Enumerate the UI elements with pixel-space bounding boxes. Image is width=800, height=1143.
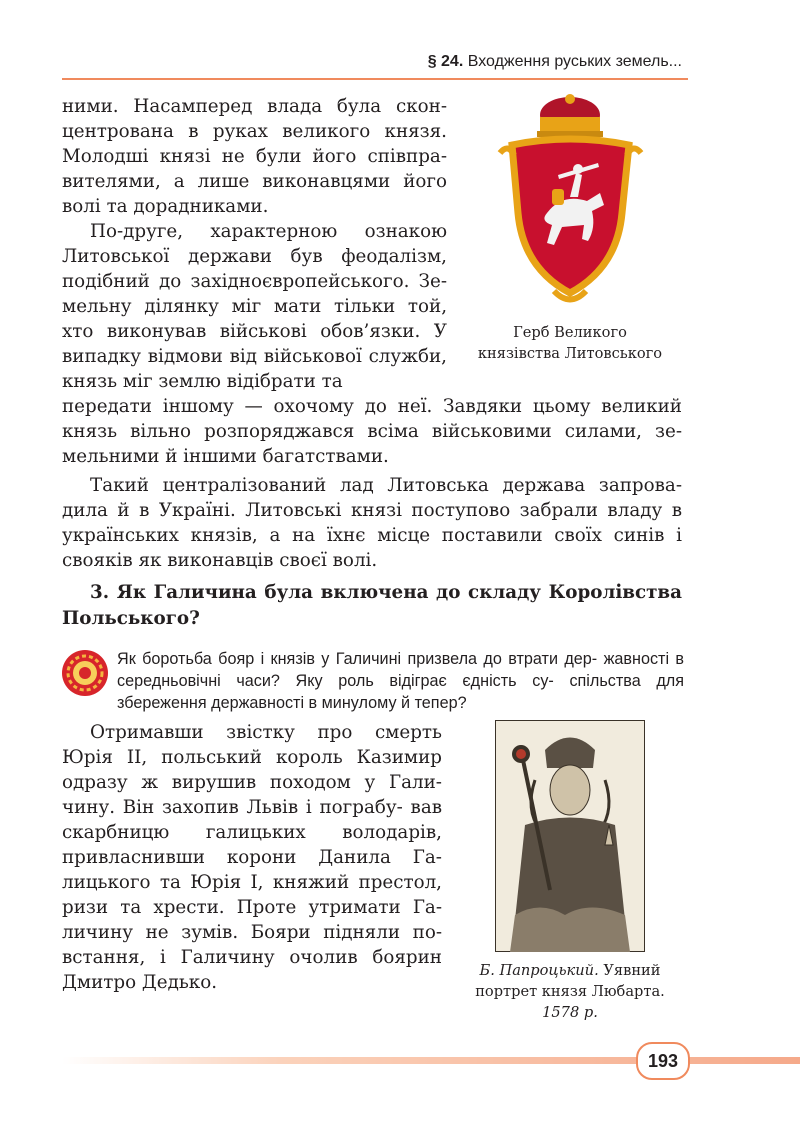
text-line: личину не зумів. Бояри підняли по- xyxy=(62,922,442,943)
text-line: дила й в Україні. Литовські князі поступово забрали владу xyxy=(62,500,663,521)
text-line: свояків як виконавців своєї волі. xyxy=(62,550,378,571)
text-line: ними. Насамперед влада була скон- xyxy=(62,96,447,117)
caption-text: Уявний xyxy=(598,962,661,979)
question-line: Як боротьба бояр і князів у Галичині призвела до втрати дер- xyxy=(117,650,598,668)
page-number: 193 xyxy=(636,1042,690,1080)
portrait-image xyxy=(495,720,645,952)
rosette-question-icon xyxy=(60,648,110,698)
coat-of-arms-image xyxy=(492,93,649,311)
text-line: У випадку відмови від військової xyxy=(62,321,447,367)
caption-line xyxy=(455,960,685,981)
feudalism-paragraph-continued xyxy=(62,394,682,469)
running-header xyxy=(428,53,682,71)
text-line: подібний до західноєвропейського. Зе- xyxy=(62,271,447,292)
section-number: § 24. xyxy=(427,53,464,70)
text-line: ризи та хрести. Проте утримати Га- xyxy=(62,897,442,918)
centralization-paragraph xyxy=(62,473,682,573)
caption-line: портрет князя Любарта. xyxy=(475,983,665,1000)
question-line: жавності в середньовічні часи? Яку роль відіграє єдність су- xyxy=(117,650,685,690)
heading-line: Польського? xyxy=(62,608,200,629)
text-line: По-друге, характерною ознакою xyxy=(90,221,447,242)
question-line: спільства для збереження державності в минулому й тепер? xyxy=(117,672,684,712)
heading-line: 3. Як Галичина була включена до складу Королівства xyxy=(90,582,682,603)
text-line: волі та дорадниками. xyxy=(62,196,269,217)
text-line: мельну ділянку міг мати тільки той, xyxy=(62,296,447,317)
text-line: Литовської держави був феодалізм, xyxy=(62,246,447,267)
text-line: Юрія II, польський король Казимир xyxy=(62,747,442,768)
intro-paragraph xyxy=(62,94,447,219)
section-title: Входження руських земель... xyxy=(467,53,682,70)
text-line: Отримавши звістку про смерть xyxy=(90,722,442,743)
text-line: чину. Він захопив Львів і пограбу- xyxy=(62,797,403,818)
text-line: служби, князь міг землю відібрати та xyxy=(62,346,447,392)
text-line: Молодші князі не були його співпра- xyxy=(62,146,447,167)
section-heading xyxy=(62,580,682,632)
discussion-question xyxy=(117,648,684,714)
text-line: лицького та Юрія I, княжий престол, xyxy=(62,872,442,893)
casimir-paragraph xyxy=(62,720,442,995)
caption-line: Герб Великого xyxy=(513,324,627,341)
caption-line: князівства Литовського xyxy=(477,345,663,362)
text-line: привласнивши корони Данила Га- xyxy=(62,847,442,868)
text-line: центрована в руках великого князя. xyxy=(62,121,447,142)
portrait-caption xyxy=(455,960,685,1023)
text-block-bottom xyxy=(62,720,442,995)
text-line: мельними й іншими багатствами. xyxy=(62,446,389,467)
text-line: Такий централізований лад Литовська держава запрова- xyxy=(90,475,682,496)
text-line: Дмитро Дедько. xyxy=(62,972,218,993)
text-line: передати іншому — охочому до неї. Завдяки цьому великий xyxy=(62,396,682,417)
text-line: вав скарбницю галицьких володарів, xyxy=(62,797,443,843)
text-line: хто виконував військові обов’язки. xyxy=(62,321,421,342)
caption-author: Б. Папроцький. xyxy=(479,962,599,979)
caption-year: 1578 р. xyxy=(542,1004,598,1021)
text-line: одразу ж вирушив походом у Гали- xyxy=(62,772,442,793)
text-line: вителями, а лише виконавцями його xyxy=(62,171,447,192)
coat-of-arms-caption xyxy=(455,322,685,364)
text-line: князь вільно розпоряджався всіма військовими силами, зе- xyxy=(62,421,682,442)
text-line: в українських князів, а на їхнє місце поставили своїх синів і xyxy=(62,500,682,546)
text-block-top xyxy=(62,94,447,394)
header-rule xyxy=(62,78,688,80)
crown-icon xyxy=(537,94,603,137)
text-block-middle xyxy=(62,394,682,573)
feudalism-paragraph xyxy=(62,219,447,394)
text-line: встання, і Галичину очолив боярин xyxy=(62,947,442,968)
